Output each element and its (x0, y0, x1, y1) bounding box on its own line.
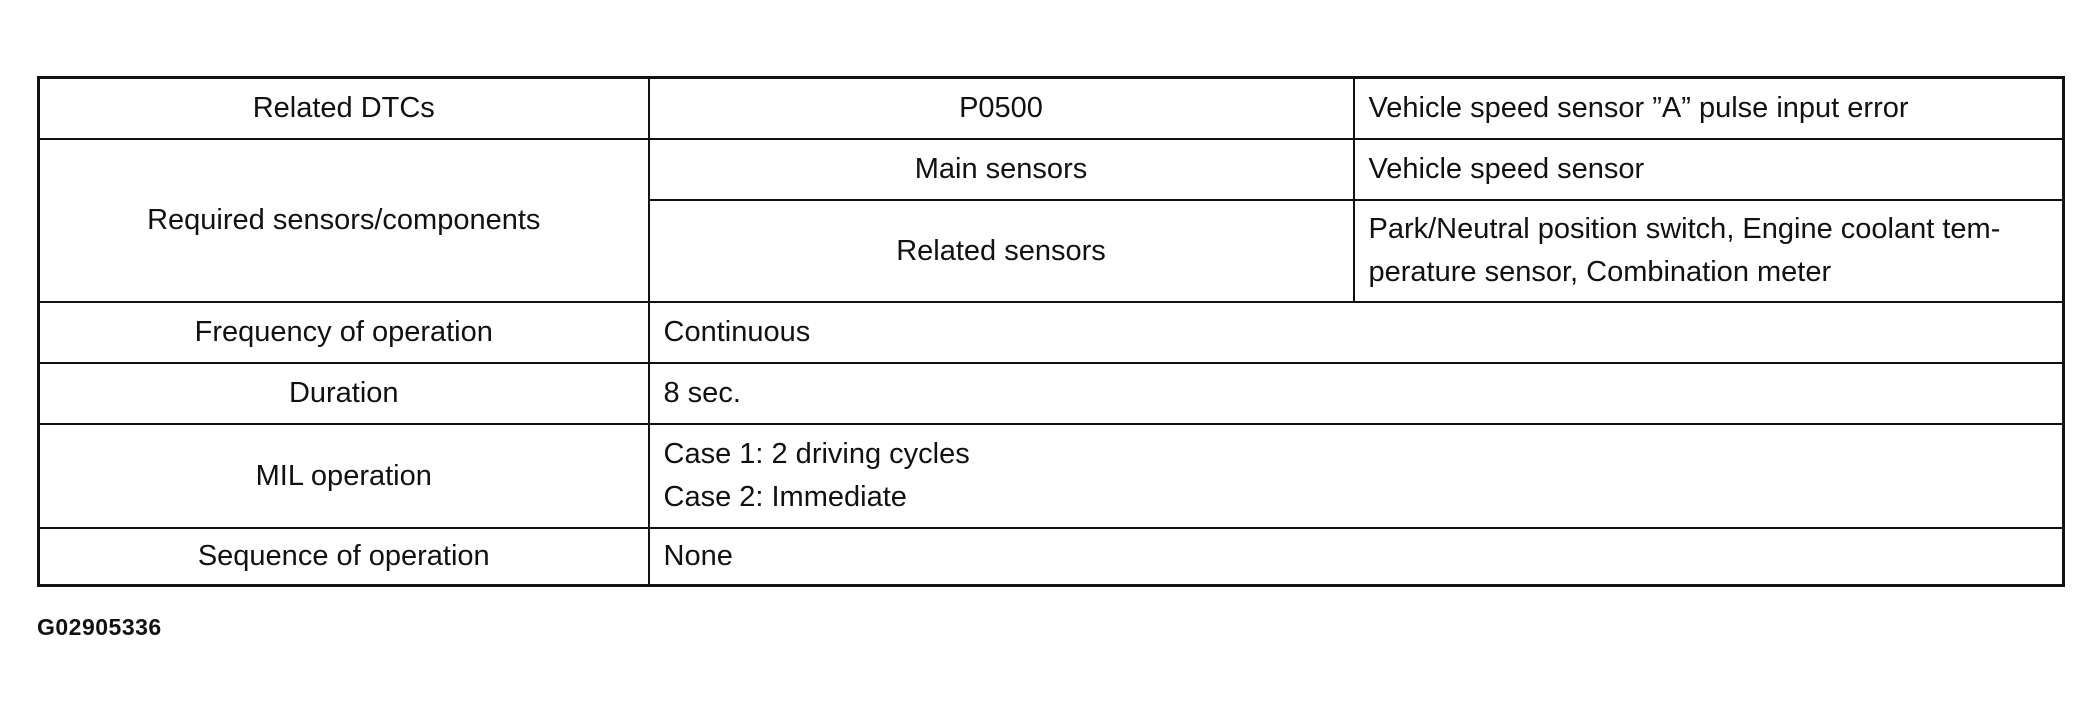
duration-value: 8 sec. (649, 363, 2064, 424)
sequence-value: None (649, 528, 2064, 586)
related-dtcs-label: Related DTCs (39, 78, 649, 140)
mil-case-2: Case 2: Immediate (663, 481, 907, 513)
frequency-value: Continuous (649, 302, 2064, 363)
dtc-description: Vehicle speed sensor ”A” pulse input error (1354, 78, 2064, 140)
duration-label: Duration (39, 363, 649, 424)
main-sensors-value: Vehicle speed sensor (1354, 139, 2064, 200)
required-components-label: Required sensors/components (39, 139, 649, 302)
related-sensors-value (1354, 200, 2064, 302)
table-row-duration (39, 363, 2064, 424)
table-row-mil-operation (39, 424, 2064, 528)
related-sensors-label: Related sensors (649, 200, 1354, 302)
sequence-label: Sequence of operation (39, 528, 649, 586)
table-row-related-dtcs (39, 78, 2064, 140)
dtc-spec-table (37, 76, 2065, 587)
dtc-code: P0500 (649, 78, 1354, 140)
table-row-frequency (39, 302, 2064, 363)
main-sensors-label: Main sensors (649, 139, 1354, 200)
table-row-main-sensors (39, 139, 2064, 200)
figure-id: G02905336 (37, 614, 162, 640)
mil-operation-label: MIL operation (39, 424, 649, 528)
related-sensors-line-1: Park/Neutral position switch, Engine coolant tem- (1368, 213, 2001, 245)
related-sensors-line-2: perature sensor, Combination meter (1368, 256, 1832, 288)
table-row-sequence (39, 528, 2064, 586)
frequency-label: Frequency of operation (39, 302, 649, 363)
mil-case-1: Case 1: 2 driving cycles (663, 438, 970, 470)
mil-operation-value (649, 424, 2064, 528)
